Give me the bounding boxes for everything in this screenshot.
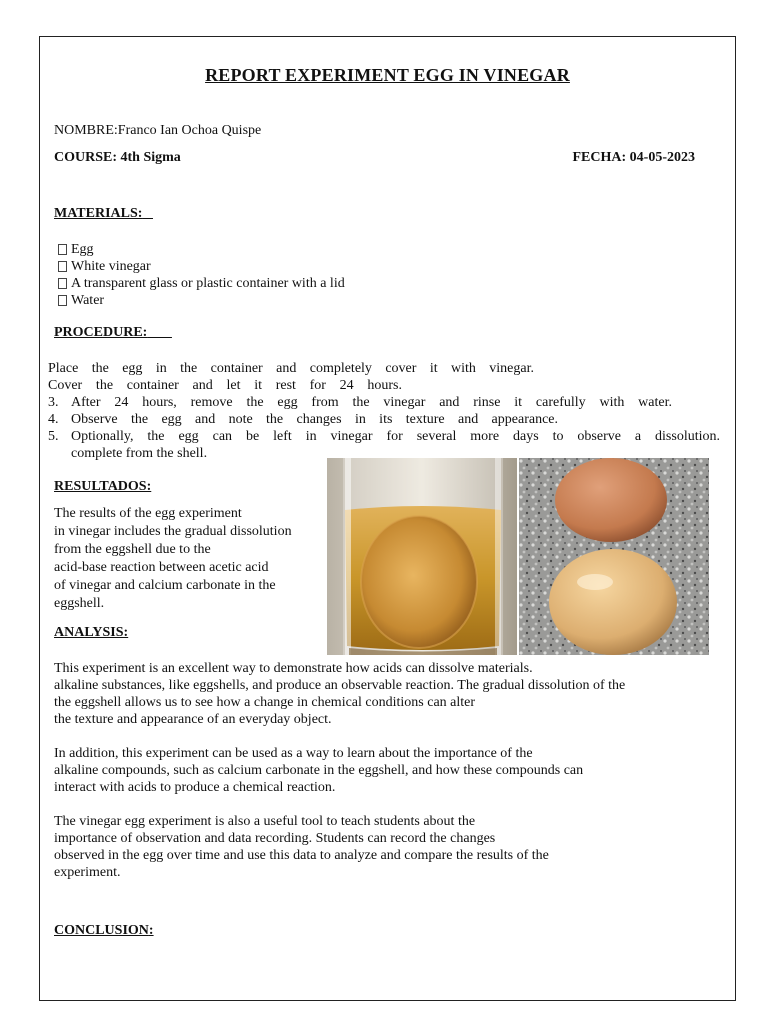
student-name: NOMBRE:Franco Ian Ochoa Quispe — [54, 123, 262, 138]
list-item: Water — [58, 292, 345, 309]
list-item: A transparent glass or plastic container with a lid — [58, 275, 345, 292]
experiment-photos — [327, 458, 709, 655]
procedure-step: 4. Observe the egg and note the changes in its texture and appearance. — [48, 412, 558, 427]
procedure-line: Place the egg in the container and completely cover it with vinegar. — [48, 361, 534, 376]
list-item: Egg — [58, 241, 345, 258]
results-heading: RESULTADOS: — [54, 479, 152, 494]
missing-glyph-icon — [58, 278, 67, 289]
egg-comparison-photo — [519, 458, 709, 655]
glass-illustration — [327, 458, 517, 655]
eggs-illustration — [519, 458, 709, 655]
missing-glyph-icon — [58, 295, 67, 306]
egg-in-vinegar-photo — [327, 458, 517, 655]
procedure-step-continued: complete from the shell. — [71, 446, 208, 461]
procedure-step: 3. After 24 hours, remove the egg from the vinegar and rinse it carefully with water. — [48, 395, 672, 410]
procedure-line: Cover the container and let it rest for 24 hours. — [48, 378, 402, 393]
list-item: White vinegar — [58, 258, 345, 275]
materials-heading: MATERIALS: — [54, 206, 143, 221]
results-text: The results of the egg experiment in vinegar includes the gradual dissolution from the eggshell due to the acid-base reaction between acetic acid of vinegar and calcium carbonate in the eggshell. — [54, 506, 292, 611]
report-page — [39, 36, 736, 1001]
missing-glyph-icon — [58, 244, 67, 255]
materials-list — [58, 241, 345, 309]
analysis-paragraph: This experiment is an excellent way to demonstrate how acids can dissolve materials. alkaline substances, like eggshells, and produce an observable reaction. The gradual dissolution of the the eggshell allows us to see how a change in chemical conditions can alter the texture and appearance of an everyday object. — [54, 661, 626, 727]
report-title: REPORT EXPERIMENT EGG IN VINEGAR — [205, 65, 570, 85]
missing-glyph-icon — [58, 261, 67, 272]
procedure-heading: PROCEDURE: — [54, 325, 148, 340]
analysis-paragraph: In addition, this experiment can be used as a way to learn about the importance of the alkaline compounds, such as calcium carbonate in the eggshell, and how these compounds can interact with acids to produce a chemical reaction. — [54, 746, 584, 795]
date-label: FECHA: 04-05-2023 — [572, 150, 695, 165]
analysis-text — [54, 660, 714, 898]
procedure-step: 5. Optionally, the egg can be left in vinegar for several more days to observe a dissolution. — [48, 429, 720, 444]
procedure-steps — [48, 360, 720, 462]
analysis-heading: ANALYSIS: — [54, 625, 129, 640]
analysis-paragraph: The vinegar egg experiment is also a useful tool to teach students about the importance of observation and data recording. Students can record the changes observed in the egg over time and use this data to analyze and compare the results of the experiment. — [54, 814, 549, 880]
conclusion-heading: CONCLUSION: — [54, 923, 154, 938]
course-label: COURSE: 4th Sigma — [54, 150, 181, 165]
